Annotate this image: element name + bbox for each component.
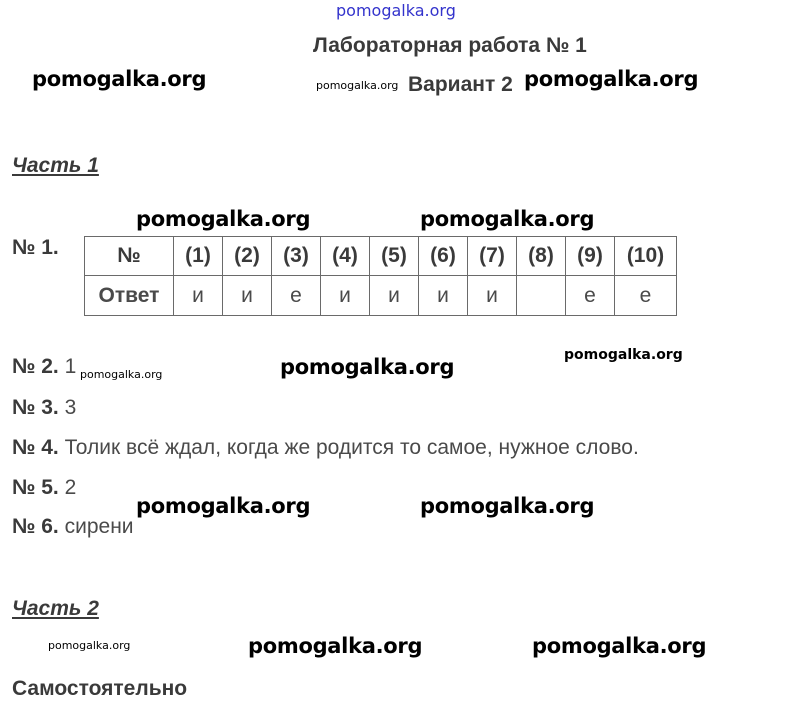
watermark: pomogalka.org xyxy=(80,368,163,381)
part2-heading: Часть 2 xyxy=(12,597,99,620)
question-label: № 3. xyxy=(12,396,59,419)
watermark: pomogalka.org xyxy=(316,79,399,92)
question-label: № 6. xyxy=(12,515,59,538)
watermark: pomogalka.org xyxy=(420,494,595,518)
watermark: pomogalka.org xyxy=(248,634,423,658)
table-header-row xyxy=(85,237,677,276)
table-cell: и xyxy=(174,276,223,316)
table-cell: и xyxy=(370,276,419,316)
watermark: pomogalka.org xyxy=(136,207,311,231)
question-2 xyxy=(12,355,76,379)
table-row-label: Ответ xyxy=(85,276,174,316)
table-column-header: (8) xyxy=(517,237,566,276)
table-column-header: (2) xyxy=(223,237,272,276)
table-column-header: (5) xyxy=(370,237,419,276)
watermark: pomogalka.org xyxy=(524,67,699,91)
question-answer: Толик всё ждал, когда же родится то самое, нужное слово. xyxy=(64,436,639,459)
question-label: № 2. xyxy=(12,355,59,378)
table-column-header: (4) xyxy=(321,237,370,276)
q1-label: № 1. xyxy=(12,236,59,259)
part2-subheading: Самостоятельно xyxy=(12,677,188,700)
table-column-header: (3) xyxy=(272,237,321,276)
question-answer: 1 xyxy=(64,355,77,378)
table-cell: и xyxy=(468,276,517,316)
table-row xyxy=(85,276,677,316)
watermark: pomogalka.org xyxy=(532,634,707,658)
watermark: pomogalka.org xyxy=(136,494,311,518)
table-cell: е xyxy=(566,276,615,316)
question-3 xyxy=(12,396,76,420)
watermark: pomogalka.org xyxy=(48,639,131,652)
question-5 xyxy=(12,476,76,500)
watermark-top: pomogalka.org xyxy=(336,1,456,20)
table-cell: и xyxy=(419,276,468,316)
watermark: pomogalka.org xyxy=(32,67,207,91)
watermark: pomogalka.org xyxy=(420,207,595,231)
question-answer: 3 xyxy=(64,396,77,419)
question-label: № 4. xyxy=(12,436,59,459)
table-column-header: (6) xyxy=(419,237,468,276)
table-cell: е xyxy=(615,276,677,316)
question-4 xyxy=(12,436,639,460)
table-cell xyxy=(517,276,566,316)
watermark: pomogalka.org xyxy=(280,355,455,379)
question-6 xyxy=(12,515,134,539)
page-title: Лабораторная работа № 1 xyxy=(313,34,587,57)
table-header-label: № xyxy=(85,237,174,276)
watermark: pomogalka.org xyxy=(564,347,683,363)
table-column-header: (1) xyxy=(174,237,223,276)
question-answer: сирени xyxy=(64,515,134,538)
table-cell: е xyxy=(272,276,321,316)
question-label: № 5. xyxy=(12,476,59,499)
variant-title: Вариант 2 xyxy=(408,73,513,96)
table-cell: и xyxy=(223,276,272,316)
table-column-header: (7) xyxy=(468,237,517,276)
answers-table xyxy=(84,236,677,316)
part1-heading: Часть 1 xyxy=(12,154,99,177)
question-answer: 2 xyxy=(64,476,77,499)
table-column-header: (9) xyxy=(566,237,615,276)
table-cell: и xyxy=(321,276,370,316)
table-column-header: (10) xyxy=(615,237,677,276)
